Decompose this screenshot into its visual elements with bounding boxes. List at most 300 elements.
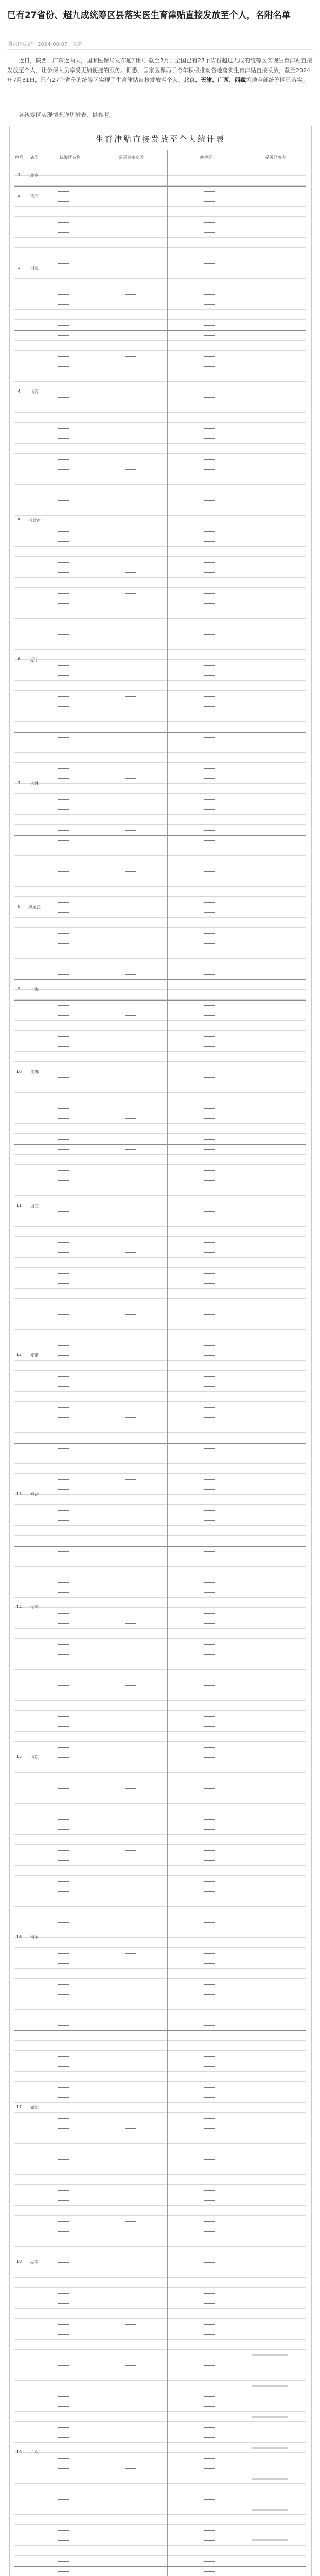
region-entry [58, 1644, 69, 1645]
region-entry [204, 304, 215, 305]
direct-mark [125, 593, 136, 594]
region-entry [58, 1036, 69, 1037]
direct-mark [125, 1788, 136, 1789]
header-no: 序号 [14, 150, 24, 165]
region-entry [204, 1118, 215, 1119]
region-entry [204, 1757, 215, 1758]
region-entry [58, 541, 69, 542]
region-entry [58, 2540, 69, 2541]
region-entry [58, 1963, 69, 1964]
province-separator [14, 2030, 306, 2031]
region-entry [204, 1046, 215, 1047]
region-entry [58, 675, 69, 676]
region-entry [204, 809, 215, 810]
intro-paragraph [7, 56, 313, 85]
region-entry [58, 1994, 69, 1995]
region-entry [204, 1417, 215, 1418]
region-entry [58, 2190, 69, 2191]
province-name: 山西 [30, 389, 39, 394]
region-entry [58, 572, 69, 573]
region-entry [204, 469, 215, 470]
region-entry [58, 2324, 69, 2325]
region-entry [58, 840, 69, 841]
region-entry [58, 1252, 69, 1253]
region-entry [204, 1953, 215, 1954]
region-entry [204, 2396, 215, 2397]
region-entry [204, 1994, 215, 1995]
province-name: 江苏 [30, 1070, 39, 1074]
region-entry [58, 1757, 69, 1758]
header-status: 是否已落实 [265, 155, 286, 160]
region-entry [204, 1922, 215, 1923]
article-meta [7, 40, 86, 47]
region-entry [204, 201, 215, 202]
region-entry [58, 1819, 69, 1820]
province-name: 内蒙古 [28, 518, 41, 523]
province-number: 1 [17, 173, 21, 177]
region-entry [58, 1046, 69, 1047]
region-entry [58, 531, 69, 532]
province-name: 吉林 [30, 781, 39, 786]
region-entry [58, 1345, 69, 1346]
region-entry [58, 2200, 69, 2201]
region-entry [58, 1118, 69, 1119]
province-number: 19 [16, 2450, 22, 2454]
region-entry [204, 706, 215, 707]
region-entry [204, 2128, 215, 2129]
region-entry [204, 912, 215, 913]
region-entry [204, 1984, 215, 1985]
region-entry [58, 2468, 69, 2469]
region-entry [204, 943, 215, 944]
province-name: 广东 [30, 2450, 39, 2455]
region-entry [204, 1747, 215, 1748]
meta-date: 2024-08-07 [38, 42, 68, 47]
region-entry [58, 1489, 69, 1490]
region-entry [204, 1273, 215, 1274]
region-entry [58, 778, 69, 779]
direct-mark [125, 2468, 136, 2469]
region-entry [204, 1891, 215, 1892]
direct-mark [125, 1417, 136, 1418]
region-entry [204, 2025, 215, 2026]
region-entry [58, 1386, 69, 1387]
region-entry [58, 2293, 69, 2294]
region-entry [204, 2190, 215, 2191]
header-direct: 是否直接发放 [95, 150, 168, 165]
region-entry [204, 2097, 215, 2098]
province-number: 16 [16, 1935, 22, 1939]
region-entry [204, 191, 215, 192]
direct-mark [125, 572, 136, 573]
region-entry [204, 1788, 215, 1789]
region-entry [204, 2262, 215, 2263]
province-name: 天津 [30, 194, 39, 198]
region-entry [204, 459, 215, 460]
region-entry [204, 1654, 215, 1655]
region-entry [58, 2056, 69, 2057]
region-entry [204, 778, 215, 779]
region-entry [204, 634, 215, 635]
meta-source[interactable]: 国家医保局 [7, 42, 33, 47]
direct-mark [125, 974, 136, 975]
region-entry [58, 1211, 69, 1212]
region-entry [58, 871, 69, 872]
direct-mark [125, 1953, 136, 1954]
region-entry [204, 2365, 215, 2366]
region-entry [58, 665, 69, 666]
intro-text: 近日，陕西、广东近两天，国家医保局发布通知称，截至7月，全国已有27个省份超过九成的统筹区实现生育津贴直接发放至个人，让参保人员享受更加便捷的服务。据悉，国家医保局于今年积极推动各地落实生育津贴直接发放，截至2024年7月31日，已有27个省份的统筹区实现了生育津贴直接发放至个人。 [7, 57, 312, 83]
status-mark [252, 2416, 288, 2418]
region-entry [58, 428, 69, 429]
region-entry [204, 263, 215, 264]
meta-origin: 来源 [72, 42, 83, 47]
statistics-table-image [9, 126, 312, 2576]
region-entry [58, 737, 69, 738]
direct-mark [125, 1118, 136, 1119]
status-mark [252, 2539, 288, 2541]
province-separator [14, 2566, 306, 2567]
region-entry [204, 572, 215, 573]
region-entry [58, 2437, 69, 2438]
region-entry [204, 974, 215, 975]
region-entry [58, 2396, 69, 2397]
region-entry [204, 1510, 215, 1511]
region-entry [58, 366, 69, 367]
region-entry [58, 294, 69, 295]
region-entry [204, 1448, 215, 1449]
region-entry [58, 2087, 69, 2088]
region-entry [204, 1386, 215, 1387]
status-mark [252, 2509, 288, 2511]
region-entry [204, 799, 215, 800]
intro-tail: 等地全部统筹区已落实。 [246, 77, 308, 83]
region-entry [204, 2427, 215, 2428]
region-entry [58, 1407, 69, 1408]
region-entry [204, 902, 215, 903]
region-entry [58, 809, 69, 810]
direct-mark [125, 1252, 136, 1253]
province-number: 6 [17, 657, 21, 662]
region-entry [58, 2097, 69, 2098]
region-entry [204, 356, 215, 357]
region-entry [58, 1139, 69, 1140]
region-entry [204, 1592, 215, 1593]
region-entry [204, 1479, 215, 1480]
region-entry [204, 1108, 215, 1109]
region-entry [204, 1376, 215, 1377]
direct-mark [125, 1015, 136, 1016]
province-separator [14, 186, 306, 187]
region-entry [204, 1242, 215, 1243]
table-body [14, 165, 306, 2576]
region-entry [204, 665, 215, 666]
region-entry [204, 500, 215, 501]
region-entry [58, 1788, 69, 1789]
direct-mark [125, 2128, 136, 2129]
region-entry [58, 902, 69, 903]
province-name: 安徽 [30, 1353, 39, 1358]
region-entry [58, 201, 69, 202]
direct-mark [125, 830, 136, 831]
region-entry [58, 1747, 69, 1748]
province-number: 8 [17, 904, 21, 909]
region-entry [58, 1108, 69, 1109]
region-entry [204, 1623, 215, 1624]
region-entry [204, 397, 215, 398]
region-entry [204, 2159, 215, 2160]
region-entry [58, 1448, 69, 1449]
region-entry [58, 469, 69, 470]
region-entry [204, 222, 215, 223]
table-header [14, 150, 306, 165]
direct-mark [125, 2324, 136, 2325]
table-title: 生育津贴直接发放至个人统计表 [95, 134, 225, 144]
region-entry [204, 737, 215, 738]
region-entry [58, 2066, 69, 2067]
region-entry [204, 2468, 215, 2469]
region-entry [204, 2437, 215, 2438]
region-entry [58, 933, 69, 934]
status-mark [252, 2354, 288, 2356]
province-name: 辽宁 [30, 657, 39, 662]
direct-mark [125, 1623, 136, 1624]
direct-mark [125, 1149, 136, 1150]
region-entry [58, 1170, 69, 1171]
region-entry [58, 1685, 69, 1686]
province-number: 14 [16, 1605, 22, 1609]
region-entry [58, 2025, 69, 2026]
direct-mark [125, 469, 136, 470]
region-entry [58, 1623, 69, 1624]
region-entry [58, 263, 69, 264]
province-separator [14, 1443, 306, 1444]
region-entry [58, 2118, 69, 2119]
direct-mark [125, 1314, 136, 1315]
region-entry [58, 500, 69, 501]
province-number: 11 [16, 1203, 22, 1208]
region-entry [58, 706, 69, 707]
region-entry [204, 2056, 215, 2057]
region-entry [204, 1551, 215, 1552]
region-entry [58, 1716, 69, 1717]
region-entry [204, 1170, 215, 1171]
region-entry [204, 1582, 215, 1583]
region-entry [58, 768, 69, 769]
region-entry [204, 2458, 215, 2459]
direct-mark [125, 1479, 136, 1480]
province-number: 13 [16, 1492, 22, 1496]
region-entry [58, 603, 69, 604]
region-entry [204, 2087, 215, 2088]
region-entry [204, 1314, 215, 1315]
region-entry [204, 2406, 215, 2407]
intro-highlight: 北京、天津、广西、西藏 [184, 77, 246, 83]
region-entry [204, 1283, 215, 1284]
province-name: 上海 [30, 987, 39, 992]
region-entry [204, 562, 215, 563]
region-entry [204, 593, 215, 594]
status-mark [252, 2385, 288, 2387]
province-separator [14, 835, 306, 836]
header-province: 省份 [24, 150, 45, 165]
direct-mark [125, 696, 136, 697]
province-name: 福建 [30, 1492, 39, 1497]
region-entry [204, 1613, 215, 1614]
direct-mark [125, 778, 136, 779]
region-entry [204, 1005, 215, 1006]
region-entry [204, 438, 215, 439]
article-title: 已有27省份、超九成统筹区县落实医生育津贴直接发放至个人，名附名单 [7, 10, 291, 21]
region-entry [58, 1520, 69, 1521]
direct-mark [125, 356, 136, 357]
province-name: 浙江 [30, 1204, 39, 1208]
province-separator [14, 1144, 306, 1145]
col-line [167, 165, 168, 2576]
region-entry [204, 830, 215, 831]
region-entry [58, 2231, 69, 2232]
region-entry [204, 1036, 215, 1037]
status-mark [252, 2478, 288, 2480]
region-entry [58, 1726, 69, 1727]
region-entry [58, 1860, 69, 1861]
region-entry [58, 325, 69, 326]
region-entry [58, 2128, 69, 2129]
region-entry [58, 1613, 69, 1614]
region-entry [58, 1149, 69, 1150]
direct-mark [125, 2221, 136, 2222]
region-entry [58, 1015, 69, 1016]
region-entry [58, 191, 69, 192]
region-entry [204, 675, 215, 676]
region-entry [58, 1829, 69, 1830]
region-entry [58, 1417, 69, 1418]
province-separator [14, 979, 306, 980]
province-number: 17 [16, 2105, 22, 2109]
region-entry [204, 1860, 215, 1861]
region-entry [58, 356, 69, 357]
region-entry [58, 2159, 69, 2160]
province-number: 3 [17, 265, 21, 270]
region-entry [204, 1850, 215, 1851]
region-entry [58, 1273, 69, 1274]
region-entry [58, 2530, 69, 2531]
region-entry [58, 2365, 69, 2366]
region-entry [58, 1582, 69, 1583]
direct-mark [125, 1850, 136, 1851]
region-entry [58, 1355, 69, 1356]
region-entry [58, 1180, 69, 1181]
province-name: 山东 [30, 1755, 39, 1759]
region-entry [58, 2406, 69, 2407]
province-name: 江西 [30, 1605, 39, 1610]
region-entry [204, 603, 215, 604]
region-entry [58, 562, 69, 563]
region-entry [58, 799, 69, 800]
region-entry [204, 531, 215, 532]
list-lead: 各统筹区实现情况详见附表，供参考。 [19, 112, 115, 118]
region-entry [58, 2561, 69, 2562]
region-entry [58, 943, 69, 944]
region-entry [204, 2530, 215, 2531]
province-name: 黑龙江 [28, 905, 41, 909]
region-entry [204, 1489, 215, 1490]
header-region-2: 统筹区 [168, 150, 245, 165]
status-mark [252, 2447, 288, 2449]
province-number: 9 [17, 987, 21, 991]
region-entry [58, 830, 69, 831]
region-entry [204, 1180, 215, 1181]
region-entry [204, 2499, 215, 2500]
province-number: 4 [17, 389, 21, 394]
region-entry [58, 2303, 69, 2304]
region-entry [58, 304, 69, 305]
region-entry [58, 397, 69, 398]
region-entry [204, 1726, 215, 1727]
region-entry [204, 1077, 215, 1078]
region-entry [58, 1283, 69, 1284]
divider [7, 49, 313, 50]
province-number: 2 [17, 193, 21, 198]
region-entry [58, 974, 69, 975]
region-entry [204, 696, 215, 697]
region-entry [204, 1355, 215, 1356]
region-entry [204, 1345, 215, 1346]
direct-mark [125, 871, 136, 872]
region-entry [204, 1520, 215, 1521]
region-entry [58, 2571, 69, 2572]
region-entry [204, 2231, 215, 2232]
region-entry [58, 1314, 69, 1315]
region-entry [204, 871, 215, 872]
region-entry [58, 1376, 69, 1377]
region-entry [204, 1819, 215, 1820]
direct-mark [125, 2365, 136, 2366]
region-entry [58, 232, 69, 233]
region-entry [204, 2561, 215, 2562]
province-separator [14, 732, 306, 733]
region-entry [204, 1685, 215, 1686]
header-region: 统筹区名称 [45, 150, 95, 165]
region-entry [204, 840, 215, 841]
region-entry [58, 2221, 69, 2222]
province-name: 湖北 [30, 2105, 39, 2110]
region-entry [204, 335, 215, 336]
region-entry [58, 2427, 69, 2428]
province-number: 15 [16, 1754, 22, 1759]
region-entry [204, 428, 215, 429]
region-entry [204, 2324, 215, 2325]
region-entry [204, 2293, 215, 2294]
province-separator [14, 1000, 306, 1001]
region-entry [58, 1510, 69, 1511]
region-entry [204, 541, 215, 542]
region-entry [204, 2334, 215, 2335]
province-name: 河北 [30, 266, 39, 270]
region-entry [58, 1984, 69, 1985]
province-name: 河南 [30, 1935, 39, 1940]
region-entry [204, 325, 215, 326]
region-entry [58, 1005, 69, 1006]
province-number: 10 [16, 1069, 22, 1074]
region-entry [204, 1252, 215, 1253]
region-entry [58, 335, 69, 336]
province-separator [14, 330, 306, 331]
region-entry [58, 2499, 69, 2500]
region-entry [204, 366, 215, 367]
region-entry [204, 2200, 215, 2201]
region-entry [58, 1953, 69, 1954]
